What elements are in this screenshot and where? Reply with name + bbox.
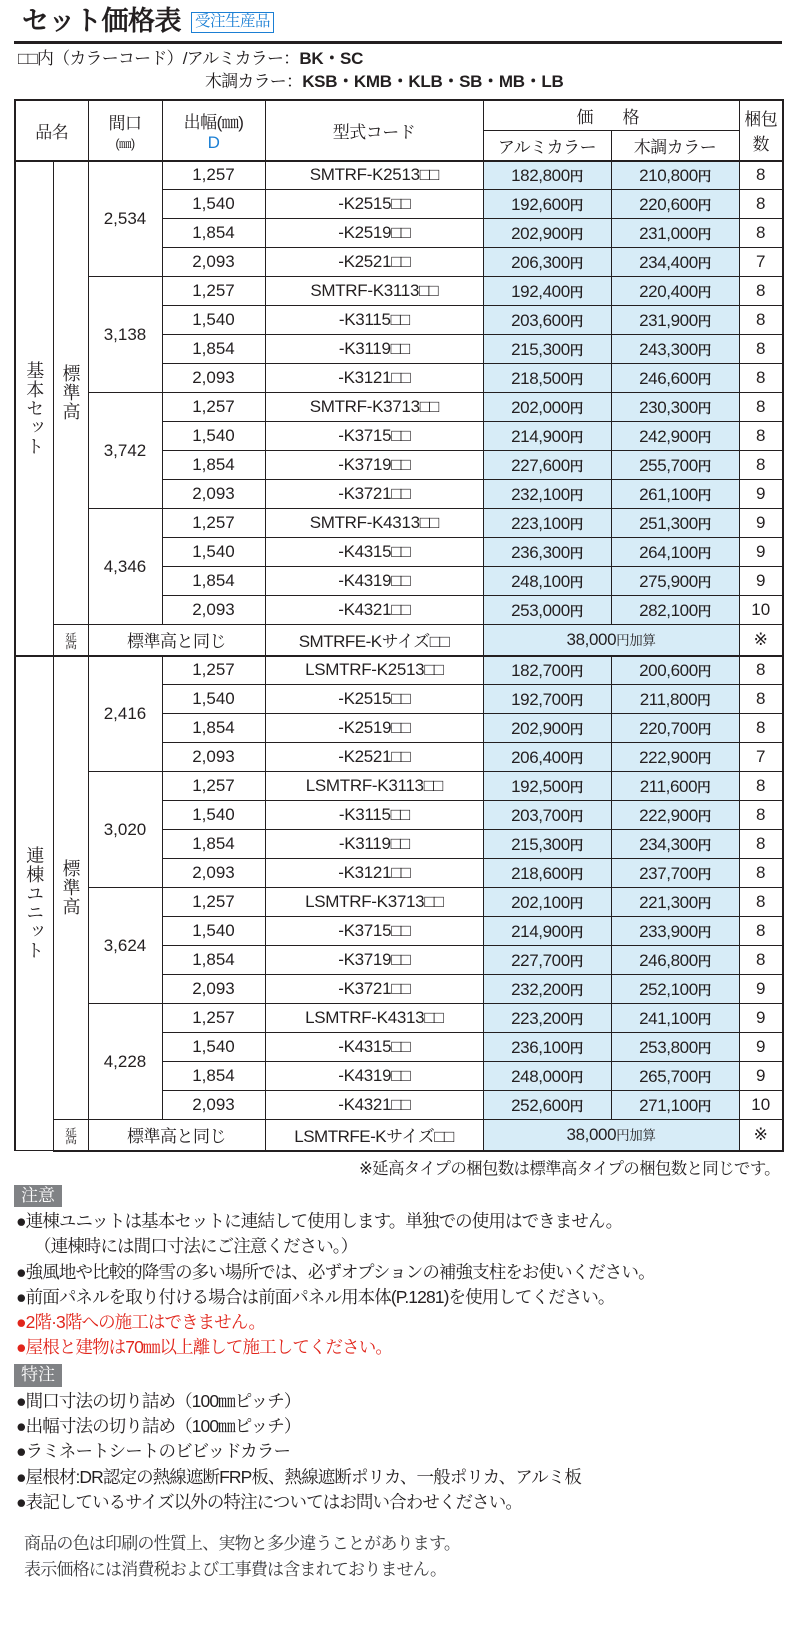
dewaba-cell: 1,854 [162, 946, 265, 975]
price-wood-cell: 211,800円 [611, 685, 739, 714]
price-wood-cell: 220,400円 [611, 277, 739, 306]
price-alu-cell: 182,800円 [483, 161, 611, 190]
color-code-boxes: □□ [391, 979, 410, 999]
color-code-boxes: □□ [424, 1008, 443, 1028]
color-code-boxes: □□ [434, 1127, 454, 1147]
section-name-cell [15, 656, 53, 1151]
price-wood-cell: 242,900円 [611, 422, 739, 451]
caution-note-item: ●強風地や比較的降雪の多い場所では、必ずオプションの補強支柱をお使いください。 [16, 1261, 655, 1282]
color-code-boxes: □□ [391, 718, 410, 738]
price-alu-cell: 236,100円 [483, 1033, 611, 1062]
col-header-price-wood: 木調カラー [611, 130, 739, 161]
table-row [15, 656, 783, 685]
extended-height-same-cell: 標準高と同じ [88, 625, 265, 656]
price-wood-cell: 251,300円 [611, 509, 739, 538]
package-count-cell: 9 [739, 480, 783, 509]
package-count-cell: 8 [739, 859, 783, 888]
color-code-boxes: □□ [391, 921, 410, 941]
made-to-order-badge: 受注生産品 [191, 12, 274, 33]
color-code-boxes: □□ [419, 165, 439, 185]
price-wood-cell: 252,100円 [611, 975, 739, 1004]
color-code-boxes: □□ [391, 863, 410, 883]
color-code-boxes: □□ [424, 660, 443, 680]
model-code-cell: -K3721□□ [265, 480, 483, 509]
special-order-note-list [14, 1389, 782, 1515]
color-code-boxes: □□ [390, 834, 410, 854]
model-code-cell: -K3121□□ [265, 859, 483, 888]
caution-note-list [14, 1209, 782, 1360]
price-wood-cell: 230,300円 [611, 393, 739, 422]
dewaba-cell: 1,257 [162, 772, 265, 801]
price-alu-cell: 202,900円 [483, 219, 611, 248]
color-code-block [14, 48, 782, 94]
col-header-dewaba-line1: 出幅(㎜) [183, 112, 244, 132]
table-row-extended-height [15, 625, 783, 656]
price-wood-cell: 271,100円 [611, 1091, 739, 1120]
package-count-cell: 9 [739, 975, 783, 1004]
price-wood-cell: 220,600円 [611, 190, 739, 219]
package-count-cell: 8 [739, 190, 783, 219]
package-count-cell: 9 [739, 538, 783, 567]
price-wood-cell: 234,400円 [611, 248, 739, 277]
color-code-alu-value: BK・SC [299, 49, 364, 68]
model-code-cell: -K2515□□ [265, 190, 483, 219]
package-count-cell: 8 [739, 161, 783, 190]
price-alu-cell: 203,600円 [483, 306, 611, 335]
model-code-cell: -K4321□□ [265, 596, 483, 625]
caution-note-item: ●前面パネルを取り付ける場合は前面パネル用本体(P.1281)を使用してください。 [16, 1286, 615, 1307]
color-code-boxes: □□ [391, 1066, 410, 1086]
model-code-cell: -K2521□□ [265, 248, 483, 277]
special-order-note-item: ●屋根材:DR認定の熱線遮断FRP板、熱線遮断ポリカ、一般ポリカ、アルミ板 [16, 1466, 581, 1487]
price-wood-cell: 231,900円 [611, 306, 739, 335]
dewaba-cell: 1,540 [162, 801, 265, 830]
col-header-package-line2: 数 [752, 135, 769, 155]
table-row [15, 888, 783, 917]
model-code-cell: LSMTRF-K4313□□ [265, 1004, 483, 1033]
price-alu-cell: 252,600円 [483, 1091, 611, 1120]
extended-height-code-cell: SMTRFE-Kサイズ□□ [265, 625, 483, 656]
color-code-boxes: □□ [391, 455, 410, 475]
special-order-note-item: ●出幅寸法の切り詰め（100㎜ピッチ） [16, 1416, 301, 1437]
model-code-cell: LSMTRF-K2513□□ [265, 656, 483, 685]
model-code-cell: -K2515□□ [265, 685, 483, 714]
color-code-boxes: □□ [391, 368, 410, 388]
maguchi-cell: 4,228 [88, 1004, 162, 1120]
price-wood-cell: 222,900円 [611, 743, 739, 772]
model-code-cell: -K3121□□ [265, 364, 483, 393]
table-row [15, 772, 783, 801]
model-code-cell: SMTRF-K3713□□ [265, 393, 483, 422]
col-header-product-name: 品名 [15, 100, 88, 161]
price-alu-cell: 214,900円 [483, 422, 611, 451]
model-code-cell: -K3719□□ [265, 946, 483, 975]
package-count-cell: 8 [739, 830, 783, 859]
price-wood-cell: 241,100円 [611, 1004, 739, 1033]
extended-height-label-cell [53, 625, 88, 656]
package-count-cell: 9 [739, 1062, 783, 1091]
section-height-label: 標準高 [60, 859, 81, 917]
price-wood-cell: 255,700円 [611, 451, 739, 480]
price-alu-cell: 192,400円 [483, 277, 611, 306]
price-wood-cell: 220,700円 [611, 714, 739, 743]
dewaba-cell: 1,257 [162, 393, 265, 422]
color-code-boxes: □□ [423, 776, 443, 796]
price-alu-cell: 218,500円 [483, 364, 611, 393]
price-alu-cell: 202,900円 [483, 714, 611, 743]
price-alu-cell: 203,700円 [483, 801, 611, 830]
model-code-cell: -K2521□□ [265, 743, 483, 772]
color-code-prefix-label: □□内（カラーコード）/アルミカラー： [18, 49, 300, 68]
model-code-cell: -K4315□□ [265, 538, 483, 567]
color-code-boxes: □□ [419, 281, 438, 301]
col-header-maguchi [88, 100, 162, 161]
color-code-boxes: □□ [391, 542, 410, 562]
maguchi-cell: 3,020 [88, 772, 162, 888]
price-alu-cell: 202,000円 [483, 393, 611, 422]
col-header-dewaba-line2: D [207, 132, 220, 152]
dewaba-cell: 1,540 [162, 917, 265, 946]
model-code-cell: SMTRF-K2513□□ [265, 161, 483, 190]
color-code-boxes: □□ [391, 252, 410, 272]
price-wood-cell: 237,700円 [611, 859, 739, 888]
maguchi-cell: 3,138 [88, 277, 162, 393]
dewaba-cell: 1,257 [162, 161, 265, 190]
dewaba-cell: 2,093 [162, 859, 265, 888]
color-code-boxes: □□ [391, 1095, 410, 1115]
extended-height-code-cell: LSMTRFE-Kサイズ□□ [265, 1120, 483, 1151]
price-wood-cell: 243,300円 [611, 335, 739, 364]
title-row [14, 6, 782, 39]
dewaba-cell: 2,093 [162, 1091, 265, 1120]
color-code-wood-value: KSB・KMB・KLB・SB・MB・LB [302, 71, 564, 91]
package-count-cell: 8 [739, 772, 783, 801]
price-wood-cell: 264,100円 [611, 538, 739, 567]
price-alu-cell: 248,000円 [483, 1062, 611, 1091]
color-code-boxes: □□ [391, 600, 410, 620]
table-row-extended-height [15, 1120, 783, 1151]
table-body [15, 161, 783, 1151]
dewaba-cell: 1,854 [162, 567, 265, 596]
section-name-label: 連棟ユニット [24, 846, 45, 961]
caution-note-item: ●連棟ユニットは基本セットに連結して使用します。単独での使用はできません。 [16, 1211, 623, 1232]
model-code-cell: -K4315□□ [265, 1033, 483, 1062]
dewaba-cell: 1,257 [162, 1004, 265, 1033]
maguchi-cell: 3,742 [88, 393, 162, 509]
price-wood-cell: 246,800円 [611, 946, 739, 975]
price-alu-cell: 215,300円 [483, 335, 611, 364]
maguchi-cell: 4,346 [88, 509, 162, 625]
col-header-model-code: 型式コード [265, 100, 483, 161]
package-count-cell: 8 [739, 393, 783, 422]
maguchi-cell: 2,416 [88, 656, 162, 772]
table-row [15, 393, 783, 422]
package-count-cell: 8 [739, 801, 783, 830]
price-alu-cell: 206,300円 [483, 248, 611, 277]
color-code-boxes: □□ [391, 1037, 410, 1057]
package-count-cell: 8 [739, 277, 783, 306]
price-wood-cell: 282,100円 [611, 596, 739, 625]
dewaba-cell: 1,257 [162, 277, 265, 306]
package-count-cell: 8 [739, 422, 783, 451]
package-count-cell: 8 [739, 946, 783, 975]
price-alu-cell: 236,300円 [483, 538, 611, 567]
col-header-maguchi-line1: 間口 [108, 113, 142, 133]
dewaba-cell: 1,540 [162, 538, 265, 567]
color-code-boxes: □□ [390, 805, 410, 825]
package-count-cell: 10 [739, 596, 783, 625]
section-name-label: 基本セット [24, 360, 45, 456]
model-code-cell: SMTRF-K3113□□ [265, 277, 483, 306]
price-wood-cell: 246,600円 [611, 364, 739, 393]
special-order-tag: 特注 [14, 1364, 62, 1387]
model-code-cell: -K4319□□ [265, 1062, 483, 1091]
table-row [15, 1004, 783, 1033]
disclaimer-line: 表示価格には消費税および工事費は含まれておりません。 [24, 1559, 447, 1579]
price-wood-cell: 200,600円 [611, 656, 739, 685]
price-alu-cell: 192,600円 [483, 190, 611, 219]
price-table [14, 99, 784, 1152]
price-alu-cell: 223,200円 [483, 1004, 611, 1033]
extended-height-addprice-cell: 38,000円加算 [483, 625, 739, 656]
dewaba-cell: 1,540 [162, 1033, 265, 1062]
package-count-cell: 8 [739, 685, 783, 714]
price-wood-cell: 233,900円 [611, 917, 739, 946]
extended-height-label: 延高 [63, 632, 78, 647]
price-alu-cell: 192,700円 [483, 685, 611, 714]
model-code-cell: -K3715□□ [265, 422, 483, 451]
color-code-boxes: □□ [391, 223, 410, 243]
table-row [15, 277, 783, 306]
color-code-boxes: □□ [390, 310, 410, 330]
package-count-cell: 9 [739, 567, 783, 596]
package-count-cell: 8 [739, 451, 783, 480]
color-code-boxes: □□ [391, 747, 410, 767]
model-code-cell: LSMTRF-K3713□□ [265, 888, 483, 917]
dewaba-cell: 1,257 [162, 888, 265, 917]
extended-height-package-cell: ※ [739, 1120, 783, 1151]
dewaba-cell: 1,854 [162, 714, 265, 743]
color-code-boxes: □□ [424, 892, 443, 912]
table-head [15, 100, 783, 161]
col-header-price: 価 格 [483, 100, 739, 131]
special-order-block [14, 1364, 782, 1515]
section-height-label: 標準高 [60, 364, 81, 422]
dewaba-cell: 1,854 [162, 451, 265, 480]
disclaimer-line: 商品の色は印刷の性質上、実物と多少違うことがあります。 [24, 1534, 461, 1554]
package-count-cell: 8 [739, 335, 783, 364]
dewaba-cell: 1,540 [162, 190, 265, 219]
dewaba-cell: 1,854 [162, 830, 265, 859]
caution-note-item: （連棟時には間口寸法にご注意ください。） [34, 1236, 358, 1257]
col-header-dewaba [162, 100, 265, 161]
model-code-cell: -K3115□□ [265, 801, 483, 830]
dewaba-cell: 2,093 [162, 248, 265, 277]
price-alu-cell: 192,500円 [483, 772, 611, 801]
price-wood-cell: 211,600円 [611, 772, 739, 801]
table-row [15, 161, 783, 190]
color-code-wood-line [18, 71, 782, 94]
disclaimer-block [14, 1531, 782, 1582]
price-wood-cell: 265,700円 [611, 1062, 739, 1091]
dewaba-cell: 1,540 [162, 685, 265, 714]
extended-height-label-cell [53, 1120, 88, 1151]
special-order-note-item: ●表記しているサイズ以外の特注についてはお問い合わせください。 [16, 1491, 522, 1512]
dewaba-cell: 1,854 [162, 1062, 265, 1091]
maguchi-cell: 2,534 [88, 161, 162, 277]
price-alu-cell: 182,700円 [483, 656, 611, 685]
price-wood-cell: 210,800円 [611, 161, 739, 190]
package-count-cell: 7 [739, 743, 783, 772]
color-code-boxes: □□ [390, 339, 410, 359]
dewaba-cell: 2,093 [162, 596, 265, 625]
model-code-cell: LSMTRF-K3113□□ [265, 772, 483, 801]
dewaba-cell: 2,093 [162, 480, 265, 509]
package-count-cell: 8 [739, 656, 783, 685]
package-count-cell: 9 [739, 1033, 783, 1062]
package-count-cell: 8 [739, 219, 783, 248]
price-alu-cell: 215,300円 [483, 830, 611, 859]
price-alu-cell: 202,100円 [483, 888, 611, 917]
section-height-cell [53, 656, 88, 1120]
section-name-cell [15, 161, 53, 656]
price-alu-cell: 232,200円 [483, 975, 611, 1004]
price-alu-cell: 218,600円 [483, 859, 611, 888]
package-count-cell: 9 [739, 509, 783, 538]
page-title: セット価格表 [22, 6, 181, 36]
special-order-note-item: ●ラミネートシートのビビッドカラー [16, 1441, 291, 1462]
model-code-cell: -K4321□□ [265, 1091, 483, 1120]
price-wood-cell: 275,900円 [611, 567, 739, 596]
price-alu-cell: 223,100円 [483, 509, 611, 538]
color-code-boxes: □□ [391, 689, 410, 709]
color-code-boxes: □□ [391, 194, 410, 214]
model-code-cell: -K3115□□ [265, 306, 483, 335]
model-code-cell: -K3719□□ [265, 451, 483, 480]
price-wood-cell: 231,000円 [611, 219, 739, 248]
model-code-cell: -K3119□□ [265, 335, 483, 364]
header-row-1 [15, 100, 783, 131]
color-code-alu-line [18, 48, 782, 71]
package-count-cell: 8 [739, 714, 783, 743]
special-order-note-item: ●間口寸法の切り詰め（100㎜ピッチ） [16, 1391, 301, 1412]
price-alu-cell: 214,900円 [483, 917, 611, 946]
price-alu-cell: 248,100円 [483, 567, 611, 596]
package-count-cell: 7 [739, 248, 783, 277]
caution-note-item: ●屋根と建物は70㎜以上離して施工してください。 [16, 1337, 392, 1358]
dewaba-cell: 2,093 [162, 743, 265, 772]
price-wood-cell: 234,300円 [611, 830, 739, 859]
table-footnote: ※延高タイプの梱包数は標準高タイプの梱包数と同じです。 [359, 1159, 780, 1178]
model-code-cell: SMTRF-K4313□□ [265, 509, 483, 538]
dewaba-cell: 1,854 [162, 335, 265, 364]
price-wood-cell: 222,900円 [611, 801, 739, 830]
dewaba-cell: 1,540 [162, 422, 265, 451]
color-code-boxes: □□ [391, 950, 410, 970]
dewaba-cell: 1,257 [162, 509, 265, 538]
dewaba-cell: 1,540 [162, 306, 265, 335]
color-code-boxes: □□ [419, 513, 439, 533]
dewaba-cell: 1,257 [162, 656, 265, 685]
model-code-cell: -K2519□□ [265, 714, 483, 743]
caution-note-item: ●2階·3階への施工はできません。 [16, 1312, 266, 1332]
package-count-cell: 8 [739, 917, 783, 946]
dewaba-cell: 2,093 [162, 975, 265, 1004]
extended-height-addprice-cell: 38,000円加算 [483, 1120, 739, 1151]
price-alu-cell: 227,600円 [483, 451, 611, 480]
price-alu-cell: 232,100円 [483, 480, 611, 509]
caution-tag: 注意 [14, 1185, 62, 1208]
color-code-boxes: □□ [391, 571, 410, 591]
extended-height-same-cell: 標準高と同じ [88, 1120, 265, 1151]
color-code-wood-label: 木調カラー： [205, 71, 303, 91]
maguchi-cell: 3,624 [88, 888, 162, 1004]
price-wood-cell: 261,100円 [611, 480, 739, 509]
model-code-cell: -K3721□□ [265, 975, 483, 1004]
model-code-cell: -K3715□□ [265, 917, 483, 946]
price-alu-cell: 227,700円 [483, 946, 611, 975]
price-alu-cell: 206,400円 [483, 743, 611, 772]
extended-height-package-cell: ※ [739, 625, 783, 656]
price-wood-cell: 253,800円 [611, 1033, 739, 1062]
package-count-cell: 10 [739, 1091, 783, 1120]
model-code-cell: -K3119□□ [265, 830, 483, 859]
color-code-boxes: □□ [419, 397, 439, 417]
package-count-cell: 9 [739, 1004, 783, 1033]
col-header-maguchi-line2: (㎜) [115, 136, 135, 151]
caution-block [14, 1185, 782, 1361]
color-code-boxes: □□ [429, 632, 450, 652]
price-alu-cell: 253,000円 [483, 596, 611, 625]
package-count-cell: 8 [739, 888, 783, 917]
model-code-cell: -K4319□□ [265, 567, 483, 596]
table-row [15, 509, 783, 538]
extended-height-label: 延高 [63, 1127, 78, 1142]
model-code-cell: -K2519□□ [265, 219, 483, 248]
dewaba-cell: 2,093 [162, 364, 265, 393]
col-header-package-line1: 梱包 [744, 110, 778, 130]
package-count-cell: 8 [739, 306, 783, 335]
dewaba-cell: 1,854 [162, 219, 265, 248]
color-code-boxes: □□ [391, 426, 410, 446]
col-header-package-count [739, 100, 783, 161]
section-height-cell [53, 161, 88, 625]
title-divider [14, 41, 782, 44]
package-count-cell: 8 [739, 364, 783, 393]
color-code-boxes: □□ [391, 484, 410, 504]
price-wood-cell: 221,300円 [611, 888, 739, 917]
col-header-price-alu: アルミカラー [483, 130, 611, 161]
